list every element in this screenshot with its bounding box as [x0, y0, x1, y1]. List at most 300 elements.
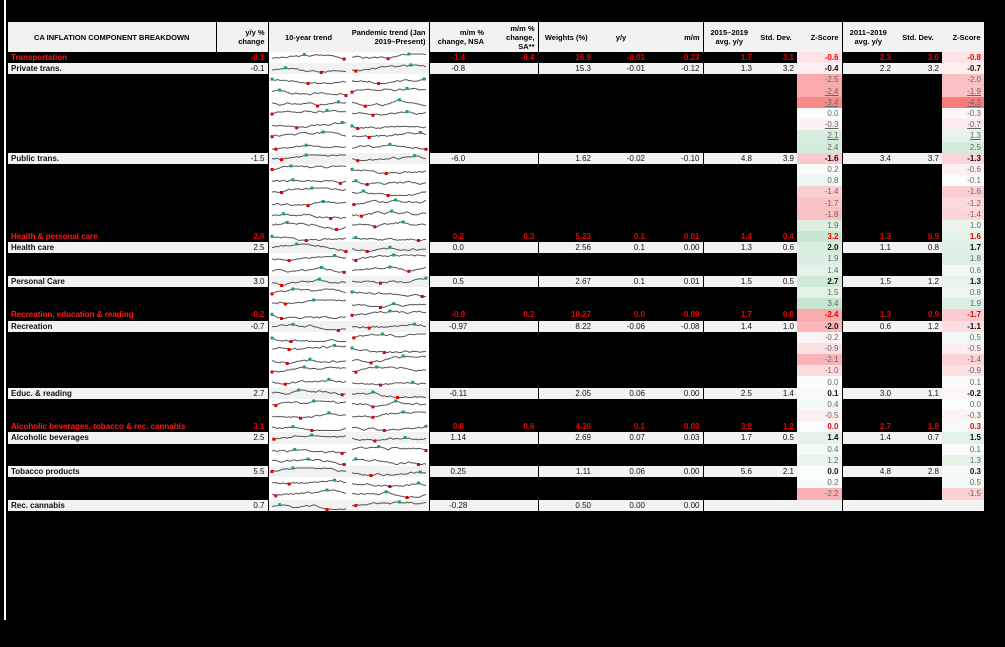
sparkline-10y	[268, 164, 349, 175]
avg-2011-2019-value: 2.3	[842, 52, 894, 63]
avg-2015-2019-value: 1.7	[703, 432, 755, 443]
empty-cell	[429, 220, 797, 231]
sparkline-pandemic	[349, 186, 430, 197]
empty-cell	[842, 265, 942, 276]
sparkline-10y	[268, 410, 349, 421]
empty-cell	[842, 108, 942, 119]
empty-cell	[429, 86, 797, 97]
avg-2015-2019-value: 1.3	[703, 242, 755, 253]
z-score-2011-2019: -4.3	[942, 97, 984, 108]
z-score-2011-2019: 1.7	[942, 242, 984, 253]
z-score-2015-2019: 3.2	[797, 231, 842, 242]
sparkline-pandemic	[349, 432, 430, 443]
z-score-2011-2019: -0.3	[942, 410, 984, 421]
z-score-2015-2019: -0.4	[797, 63, 842, 74]
z-score-2011-2019: -1.5	[942, 488, 984, 499]
weight-value: 15.3	[538, 63, 594, 74]
std-2015-2019-value: 3.1	[755, 52, 797, 63]
z-score-2011-2019: -0.7	[942, 119, 984, 130]
yy-change-value: -0.1	[216, 63, 268, 74]
empty-cell	[8, 287, 268, 298]
z-score-2011-2019: 0.1	[942, 444, 984, 455]
avg-2015-2019-value: 1.5	[703, 276, 755, 287]
mm-nsa-value: -0.8	[429, 63, 487, 74]
std-2015-2019-value: 0.4	[755, 231, 797, 242]
sparkline-10y	[268, 488, 349, 499]
weight-value: 4.20	[538, 421, 594, 432]
empty-cell	[8, 175, 268, 186]
z-score-2011-2019: 1.3	[942, 130, 984, 141]
empty-cell	[8, 119, 268, 130]
sub-row	[8, 332, 984, 343]
z-score-2015-2019: -2.4	[797, 309, 842, 320]
yy-change-value: 0.7	[216, 500, 268, 511]
z-score-2015-2019: -2.1	[797, 354, 842, 365]
z-score-2011-2019: -1.4	[942, 209, 984, 220]
sub-row	[8, 186, 984, 197]
empty-cell	[842, 164, 942, 175]
sparkline-10y	[268, 197, 349, 208]
empty-cell	[842, 399, 942, 410]
weight-value: 2.67	[538, 276, 594, 287]
z-score-2015-2019: -0.2	[797, 332, 842, 343]
empty-cell	[8, 365, 268, 376]
sparkline-pandemic	[349, 321, 430, 332]
sparkline-10y	[268, 343, 349, 354]
sparkline-pandemic	[349, 175, 430, 186]
z-score-2015-2019: -2.2	[797, 488, 842, 499]
row-label: Personal Care	[8, 276, 216, 287]
table-row	[8, 321, 984, 332]
z-score-2015-2019: 1.5	[797, 287, 842, 298]
z-score-2011-2019: -0.6	[942, 164, 984, 175]
mm-sa-value	[487, 276, 538, 287]
sparkline-pandemic	[349, 399, 430, 410]
sparkline-10y	[268, 142, 349, 153]
empty-cell	[8, 354, 268, 365]
sparkline-pandemic	[349, 421, 430, 432]
mm-nsa-value: 0.5	[429, 276, 487, 287]
z-score-2015-2019: 0.2	[797, 477, 842, 488]
sparkline-10y	[268, 74, 349, 85]
empty-cell	[842, 119, 942, 130]
std-2011-2019-value: 0.7	[894, 432, 942, 443]
z-score-2015-2019: 1.4	[797, 432, 842, 443]
empty-cell	[8, 209, 268, 220]
z-score-2015-2019: -3.4	[797, 97, 842, 108]
sub-row	[8, 399, 984, 410]
mm-sa-value	[487, 388, 538, 399]
empty-cell	[429, 376, 797, 387]
empty-cell	[429, 399, 797, 410]
table-row	[8, 466, 984, 477]
sparkline-10y	[268, 265, 349, 276]
header-mm-sa: m/m % change, SA**	[487, 22, 538, 52]
empty-cell	[842, 130, 942, 141]
mm-nsa-value: 0.25	[429, 466, 487, 477]
z-score-2011-2019: -0.9	[942, 365, 984, 376]
empty-cell	[842, 287, 942, 298]
avg-2015-2019-value: 2.5	[703, 388, 755, 399]
header-weights: Weights (%)	[538, 22, 594, 52]
empty-cell	[8, 130, 268, 141]
sparkline-pandemic	[349, 130, 430, 141]
avg-2011-2019-value: 2.2	[842, 63, 894, 74]
std-2015-2019-value: 0.6	[755, 242, 797, 253]
empty-cell	[8, 343, 268, 354]
weighted-mm-value: 0.03	[648, 421, 703, 432]
empty-cell	[429, 130, 797, 141]
empty-cell	[842, 220, 942, 231]
z-score-2011-2019: -1.3	[942, 153, 984, 164]
avg-2011-2019-value	[842, 500, 894, 511]
z-score-2011-2019: 0.5	[942, 477, 984, 488]
std-2015-2019-value	[755, 500, 797, 511]
std-2015-2019-value: 3.2	[755, 63, 797, 74]
empty-cell	[8, 97, 268, 108]
empty-cell	[8, 220, 268, 231]
empty-cell	[429, 197, 797, 208]
sparkline-pandemic	[349, 86, 430, 97]
yy-change-value: 2.7	[216, 388, 268, 399]
sparkline-10y	[268, 209, 349, 220]
header-avg-2011-2019: 2011–2019 avg. y/y	[842, 22, 894, 52]
std-2011-2019-value: 1.1	[894, 388, 942, 399]
sparkline-pandemic	[349, 309, 430, 320]
sparkline-pandemic	[349, 276, 430, 287]
mm-nsa-value: 0.8	[429, 421, 487, 432]
mm-sa-value: 0.6	[487, 421, 538, 432]
yy-change-value: 2.6	[216, 231, 268, 242]
z-score-2011-2019: 0.8	[942, 287, 984, 298]
sparkline-10y	[268, 432, 349, 443]
mm-nsa-value: -0.9	[429, 309, 487, 320]
empty-cell	[842, 253, 942, 264]
empty-cell	[429, 343, 797, 354]
sparkline-10y	[268, 253, 349, 264]
empty-cell	[842, 343, 942, 354]
z-score-2011-2019: 1.3	[942, 276, 984, 287]
sparkline-10y	[268, 186, 349, 197]
weighted-mm-value: 0.00	[648, 500, 703, 511]
sparkline-pandemic	[349, 354, 430, 365]
z-score-2011-2019: -0.5	[942, 343, 984, 354]
std-2011-2019-value: 0.9	[894, 309, 942, 320]
avg-2011-2019-value: 1.3	[842, 231, 894, 242]
avg-2015-2019-value: 5.6	[703, 466, 755, 477]
avg-2011-2019-value: 1.4	[842, 432, 894, 443]
std-2011-2019-value: 3.2	[894, 63, 942, 74]
sub-row	[8, 164, 984, 175]
sub-row	[8, 376, 984, 387]
empty-cell	[429, 444, 797, 455]
z-score-2011-2019: -0.3	[942, 108, 984, 119]
empty-cell	[8, 477, 268, 488]
z-score-2015-2019: -1.8	[797, 209, 842, 220]
weighted-yy-value: -0.06	[594, 321, 648, 332]
category-row	[8, 309, 984, 320]
weighted-yy-value: 0.1	[594, 231, 648, 242]
sparkline-pandemic	[349, 477, 430, 488]
z-score-2015-2019: -1.4	[797, 186, 842, 197]
header-z-2011-2019: Z-Score	[942, 22, 984, 52]
z-score-2015-2019: 1.9	[797, 253, 842, 264]
mm-nsa-value: -6.0	[429, 153, 487, 164]
std-2011-2019-value: 0.9	[894, 231, 942, 242]
sparkline-pandemic	[349, 231, 430, 242]
z-score-2011-2019: -1.7	[942, 309, 984, 320]
yy-change-value: 5.5	[216, 466, 268, 477]
row-label: Public trans.	[8, 153, 216, 164]
sparkline-10y	[268, 466, 349, 477]
sparkline-pandemic	[349, 253, 430, 264]
z-score-2015-2019: 0.0	[797, 376, 842, 387]
empty-cell	[429, 365, 797, 376]
row-label: Recreation	[8, 321, 216, 332]
empty-cell	[842, 86, 942, 97]
avg-2011-2019-value: 0.6	[842, 321, 894, 332]
mm-sa-value: 0.2	[487, 309, 538, 320]
avg-2011-2019-value: 1.5	[842, 276, 894, 287]
weight-value: 1.62	[538, 153, 594, 164]
avg-2015-2019-value: 1.7	[703, 309, 755, 320]
empty-cell	[842, 332, 942, 343]
header-z-2015-2019: Z-Score	[797, 22, 842, 52]
sparkline-pandemic	[349, 444, 430, 455]
sparkline-pandemic	[349, 220, 430, 231]
mm-nsa-value: -0.28	[429, 500, 487, 511]
row-label: Alcoholic beverages, tobacco & rec. cannabis	[8, 421, 216, 432]
z-score-2015-2019: 2.1	[797, 130, 842, 141]
z-score-2011-2019: -1.6	[942, 186, 984, 197]
mm-nsa-value: -0.11	[429, 388, 487, 399]
z-score-2015-2019: -1.6	[797, 153, 842, 164]
table-row	[8, 63, 984, 74]
std-2015-2019-value: 1.4	[755, 388, 797, 399]
empty-cell	[842, 410, 942, 421]
mm-nsa-value: 0.2	[429, 231, 487, 242]
yy-change-value: -0.2	[216, 309, 268, 320]
sparkline-10y	[268, 175, 349, 186]
z-score-2011-2019: -1.4	[942, 354, 984, 365]
z-score-2015-2019: 0.8	[797, 175, 842, 186]
z-score-2015-2019: -0.5	[797, 410, 842, 421]
z-score-2011-2019: 1.6	[942, 231, 984, 242]
std-2011-2019-value: 3.0	[894, 52, 942, 63]
weighted-yy-value: -0.01	[594, 63, 648, 74]
inflation-breakdown-table	[8, 22, 985, 511]
z-score-2011-2019: 0.5	[942, 332, 984, 343]
sparkline-pandemic	[349, 209, 430, 220]
z-score-2015-2019: 1.4	[797, 265, 842, 276]
sparkline-pandemic	[349, 376, 430, 387]
mm-sa-value	[487, 466, 538, 477]
std-2015-2019-value: 3.9	[755, 153, 797, 164]
sparkline-10y	[268, 63, 349, 74]
empty-cell	[429, 477, 797, 488]
z-score-2015-2019: -0.9	[797, 343, 842, 354]
empty-cell	[429, 332, 797, 343]
sparkline-10y	[268, 477, 349, 488]
header-mm-nsa: m/m % change, NSA	[429, 22, 487, 52]
std-2011-2019-value: 1.8	[894, 421, 942, 432]
category-row	[8, 231, 984, 242]
weighted-yy-value: 0.1	[594, 276, 648, 287]
avg-2011-2019-value: 4.8	[842, 466, 894, 477]
sparkline-pandemic	[349, 365, 430, 376]
yy-change-value: 2.5	[216, 432, 268, 443]
row-label: Educ. & reading	[8, 388, 216, 399]
header-std-2011-2019: Std. Dev.	[894, 22, 942, 52]
avg-2011-2019-value: 3.4	[842, 153, 894, 164]
empty-cell	[8, 298, 268, 309]
std-2015-2019-value: 1.0	[755, 321, 797, 332]
z-score-2015-2019: -0.6	[797, 52, 842, 63]
weighted-yy-value: -0.01	[594, 52, 648, 63]
z-score-2011-2019: 0.3	[942, 421, 984, 432]
sub-row	[8, 175, 984, 186]
mm-nsa-value: 1.14	[429, 432, 487, 443]
sub-row	[8, 354, 984, 365]
std-2011-2019-value	[894, 500, 942, 511]
yy-change-value: 3.1	[216, 421, 268, 432]
z-score-2011-2019: -1.1	[942, 321, 984, 332]
sparkline-pandemic	[349, 74, 430, 85]
weighted-mm-value: 0.00	[648, 466, 703, 477]
sparkline-10y	[268, 399, 349, 410]
weight-value: 8.22	[538, 321, 594, 332]
empty-cell	[842, 142, 942, 153]
avg-2015-2019-value: 1.7	[703, 52, 755, 63]
avg-2015-2019-value	[703, 500, 755, 511]
mm-sa-value	[487, 432, 538, 443]
sparkline-pandemic	[349, 455, 430, 466]
weighted-yy-value: 0.07	[594, 432, 648, 443]
weighted-mm-value: -0.09	[648, 309, 703, 320]
weight-value: 2.05	[538, 388, 594, 399]
z-score-2011-2019: -1.9	[942, 86, 984, 97]
sparkline-pandemic	[349, 466, 430, 477]
empty-cell	[8, 455, 268, 466]
sub-row	[8, 108, 984, 119]
sparkline-10y	[268, 309, 349, 320]
z-score-2015-2019: -1.7	[797, 197, 842, 208]
empty-cell	[842, 197, 942, 208]
z-score-2011-2019: -2.0	[942, 74, 984, 85]
weighted-yy-value: 0.06	[594, 466, 648, 477]
z-score-2015-2019: 0.0	[797, 108, 842, 119]
table-row	[8, 276, 984, 287]
sparkline-10y	[268, 108, 349, 119]
z-score-2011-2019: -0.7	[942, 63, 984, 74]
avg-2015-2019-value: 3.2	[703, 421, 755, 432]
weight-value: 16.9	[538, 52, 594, 63]
sparkline-pandemic	[349, 97, 430, 108]
empty-cell	[842, 354, 942, 365]
std-2015-2019-value: 2.1	[755, 466, 797, 477]
sparkline-10y	[268, 500, 349, 511]
sparkline-10y	[268, 119, 349, 130]
z-score-2011-2019: 0.3	[942, 466, 984, 477]
z-score-2011-2019: -0.2	[942, 388, 984, 399]
sparkline-10y	[268, 276, 349, 287]
empty-cell	[842, 444, 942, 455]
avg-2011-2019-value: 1.3	[842, 309, 894, 320]
weight-value: 10.27	[538, 309, 594, 320]
sub-row	[8, 343, 984, 354]
sub-row	[8, 265, 984, 276]
sub-row	[8, 488, 984, 499]
empty-cell	[842, 376, 942, 387]
header-10y-trend: 10-year trend	[268, 22, 349, 52]
empty-cell	[842, 186, 942, 197]
table-row	[8, 432, 984, 443]
empty-cell	[429, 265, 797, 276]
mm-nsa-value: -0.97	[429, 321, 487, 332]
empty-cell	[842, 209, 942, 220]
sparkline-pandemic	[349, 332, 430, 343]
z-score-2015-2019: -0.3	[797, 119, 842, 130]
empty-cell	[429, 186, 797, 197]
yy-change-value: -0.7	[216, 321, 268, 332]
mm-nsa-value: -1.4	[429, 52, 487, 63]
z-score-2011-2019	[942, 500, 984, 511]
sub-row	[8, 197, 984, 208]
z-score-2011-2019: 1.8	[942, 253, 984, 264]
z-score-2015-2019: 2.0	[797, 242, 842, 253]
empty-cell	[429, 354, 797, 365]
weighted-mm-value: 0.01	[648, 276, 703, 287]
empty-cell	[429, 298, 797, 309]
mm-sa-value: 0.3	[487, 231, 538, 242]
empty-cell	[429, 164, 797, 175]
sparkline-10y	[268, 388, 349, 399]
empty-cell	[8, 410, 268, 421]
empty-cell	[8, 164, 268, 175]
header-std-2015-2019: Std. Dev.	[755, 22, 797, 52]
sub-row	[8, 119, 984, 130]
weighted-mm-value: -0.12	[648, 63, 703, 74]
empty-cell	[429, 175, 797, 186]
sparkline-pandemic	[349, 52, 430, 63]
empty-cell	[429, 119, 797, 130]
sub-row	[8, 298, 984, 309]
weight-value: 2.56	[538, 242, 594, 253]
z-score-2015-2019: 0.0	[797, 421, 842, 432]
sparkline-10y	[268, 130, 349, 141]
yy-change-value: 3.0	[216, 276, 268, 287]
table-row	[8, 388, 984, 399]
sub-row	[8, 410, 984, 421]
sparkline-10y	[268, 298, 349, 309]
avg-2015-2019-value: 1.4	[703, 321, 755, 332]
empty-cell	[8, 108, 268, 119]
z-score-2011-2019: -0.1	[942, 175, 984, 186]
sparkline-10y	[268, 444, 349, 455]
sparkline-10y	[268, 220, 349, 231]
sub-row	[8, 253, 984, 264]
avg-2011-2019-value: 1.1	[842, 242, 894, 253]
z-score-2011-2019: 1.0	[942, 220, 984, 231]
empty-cell	[842, 74, 942, 85]
sparkline-pandemic	[349, 388, 430, 399]
avg-2015-2019-value: 4.8	[703, 153, 755, 164]
empty-cell	[842, 477, 942, 488]
sparkline-10y	[268, 354, 349, 365]
sub-row	[8, 130, 984, 141]
std-2011-2019-value: 1.2	[894, 276, 942, 287]
empty-cell	[842, 97, 942, 108]
